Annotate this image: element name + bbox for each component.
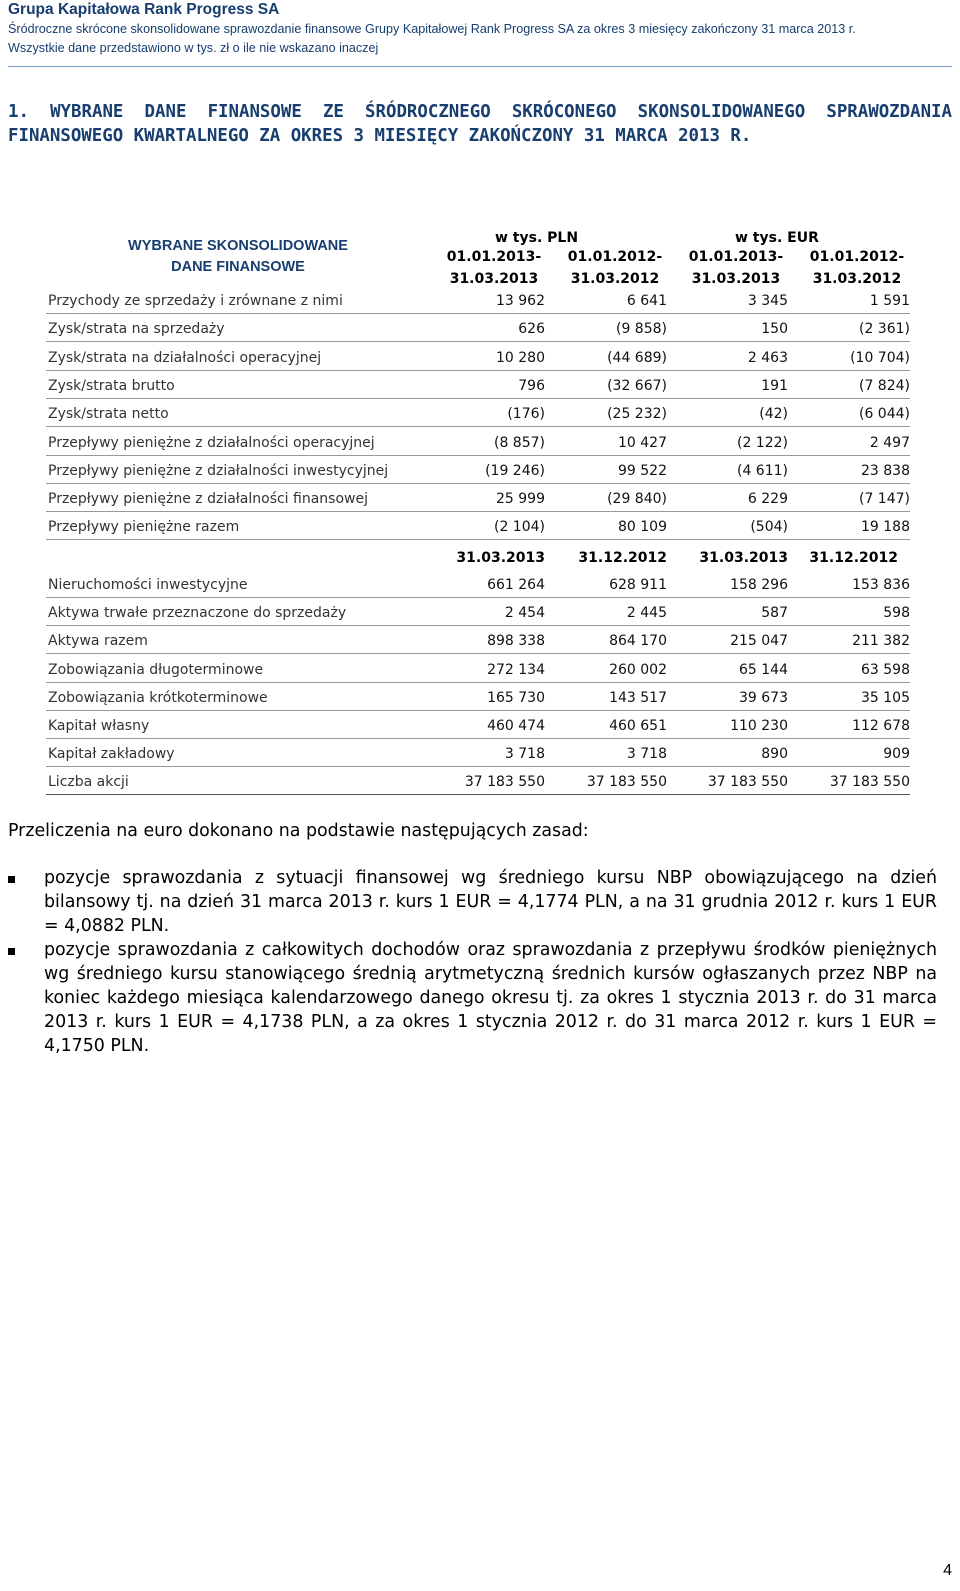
section-title: 1. WYBRANE DANE FINANSOWE ZE ŚRÓDROCZNEGO SKRÓCONEGO SKONSOLIDOWANEGO SPRAWOZDANIA FINANSOWEGO KWARTALNEGO ZA OKRES 3 MIESIĘCY ZAKOŃCZONY 31 MARCA 2013 R. xyxy=(8,102,952,146)
table-title-line1: WYBRANE SKONSOLIDOWANE xyxy=(128,238,348,254)
cell-value: 10 427 xyxy=(618,434,667,451)
row-divider xyxy=(46,455,910,456)
cell-value: 63 598 xyxy=(861,661,910,678)
period-line: 31.03.2013 xyxy=(691,271,781,287)
cell-value: 65 144 xyxy=(739,661,788,678)
cell-value: 6 229 xyxy=(747,491,788,508)
cell-value: 2 454 xyxy=(504,605,545,622)
row-divider xyxy=(46,398,910,399)
row-label: Zysk/strata brutto xyxy=(48,377,175,394)
cell-value: 39 673 xyxy=(739,689,788,706)
cell-value: 191 xyxy=(761,377,788,394)
row-divider xyxy=(46,738,910,739)
cell-value: 112 678 xyxy=(852,718,910,734)
row-divider xyxy=(46,370,910,371)
cell-value: 898 338 xyxy=(487,633,545,650)
cell-value: 158 296 xyxy=(730,577,788,593)
cell-value: 150 xyxy=(761,321,788,338)
unit-eur: w tys. EUR xyxy=(735,230,819,246)
row-label: Przepływy pieniężne z działalności finansowej xyxy=(48,491,368,508)
cell-value: (2 361) xyxy=(858,321,910,338)
cell-value: 37 183 550 xyxy=(829,774,910,791)
bullet-text: pozycje sprawozdania z sytuacji finansowej wg średniego kursu NBP obowiązującego na dzień bilansowy tj. na dzień 31 marca 2013 r. kurs 1 EUR = 4,1774 PLN, a na 31 grudnia 2012 r. kurs 1 EUR = 4,0882 PLN. xyxy=(44,868,937,936)
cell-value: (176) xyxy=(507,406,545,423)
cell-value: 626 xyxy=(518,321,545,338)
cell-value: 1 591 xyxy=(869,293,910,309)
cell-value: (2 122) xyxy=(736,434,788,451)
row-divider xyxy=(46,313,910,314)
cell-value: 153 836 xyxy=(852,577,910,593)
page-number: 4 xyxy=(943,1562,952,1579)
period-line: 31.03.2012 xyxy=(570,271,660,287)
cell-value: 37 183 550 xyxy=(707,774,788,791)
cell-value: (7 824) xyxy=(858,377,910,394)
cell-value: 211 382 xyxy=(852,633,910,650)
row-divider xyxy=(46,766,910,767)
cell-value: 215 047 xyxy=(730,633,788,650)
cell-value: 6 641 xyxy=(626,293,667,309)
cell-value: (29 840) xyxy=(607,491,667,508)
conversion-intro: Przeliczenia na euro dokonano na podstawie następujących zasad: xyxy=(8,821,589,841)
date-header: 31.12.2012 xyxy=(809,550,898,566)
cell-value: 2 463 xyxy=(747,349,788,366)
cell-value: 23 838 xyxy=(861,462,910,479)
row-divider xyxy=(46,426,910,427)
cell-value: (2 104) xyxy=(493,519,545,536)
period-line: 01.01.2012- xyxy=(809,249,905,265)
row-label: Kapitał zakładowy xyxy=(48,746,175,763)
cell-value: (42) xyxy=(759,406,788,423)
cell-value: 110 230 xyxy=(730,718,788,734)
row-divider xyxy=(46,597,910,598)
bullet-text: pozycje sprawozdania z całkowitych dochodów oraz sprawozdania z przepływu środków pieniężnych wg średniego kursu stanowiącego średnią arytmetyczną średnich kursów ogłaszanych przez NBP na koniec każdego miesiąca kalendarzowego danego okresu tj. za okres 1 stycznia 2013 r. do 31 marca 2013 r. kurs 1 EUR = 4,1738 PLN, a za okres 1 stycznia 2012 r. do 31 marca 2012 r. kurs 1 EUR = 4,1750 PLN. xyxy=(44,940,937,1056)
date-header: 31.03.2013 xyxy=(699,550,788,566)
cell-value: 19 188 xyxy=(861,519,910,536)
row-divider xyxy=(46,539,910,540)
row-label: Przepływy pieniężne razem xyxy=(48,519,240,536)
cell-value: 587 xyxy=(761,605,788,622)
row-label: Przepływy pieniężne z działalności operacyjnej xyxy=(48,434,375,451)
period-header xyxy=(802,246,912,290)
row-label: Liczba akcji xyxy=(48,774,129,791)
cell-value: 864 170 xyxy=(609,633,667,650)
date-header: 31.12.2012 xyxy=(578,550,667,566)
row-label: Przepływy pieniężne z działalności inwestycyjnej xyxy=(48,462,389,479)
row-label: Zobowiązania długoterminowe xyxy=(48,661,264,678)
cell-value: 13 962 xyxy=(496,293,545,309)
cell-value: 460 651 xyxy=(609,718,667,734)
cell-value: 165 730 xyxy=(487,689,545,706)
cell-value: 661 264 xyxy=(487,577,545,593)
cell-value: 2 445 xyxy=(626,605,667,622)
currency-note: Wszystkie dane przedstawiono w tys. zł o ile nie wskazano inaczej xyxy=(8,41,379,55)
cell-value: (25 232) xyxy=(607,406,667,423)
row-divider xyxy=(46,653,910,654)
row-label: Przychody ze sprzedaży i zrównane z nimi xyxy=(48,293,343,309)
table-title xyxy=(98,236,378,278)
cell-value: 80 109 xyxy=(618,519,667,536)
cell-value: (32 667) xyxy=(607,377,667,394)
row-divider xyxy=(46,511,910,512)
row-label: Zysk/strata netto xyxy=(48,406,169,423)
cell-value: 460 474 xyxy=(487,718,545,734)
period-header xyxy=(439,246,549,290)
cell-value: 35 105 xyxy=(861,689,910,706)
period-line: 01.01.2013- xyxy=(446,249,542,265)
cell-value: 3 718 xyxy=(626,746,667,763)
cell-value: 890 xyxy=(761,746,788,763)
row-divider xyxy=(46,625,910,626)
report-subtitle: Śródroczne skrócone skonsolidowane sprawozdanie finansowe Grupy Kapitałowej Rank Progress SA za okres 3 miesięcy zakończony 31 marca 2013 r. xyxy=(8,22,856,36)
row-label: Nieruchomości inwestycyjne xyxy=(48,577,248,593)
cell-value: 628 911 xyxy=(609,577,667,593)
cell-value: (7 147) xyxy=(858,491,910,508)
cell-value: 2 497 xyxy=(869,434,910,451)
period-header xyxy=(681,246,791,290)
table-title-line2: DANE FINANSOWE xyxy=(171,259,305,275)
row-label: Zysk/strata na działalności operacyjnej xyxy=(48,349,322,366)
period-line: 31.03.2012 xyxy=(812,271,902,287)
cell-value: 37 183 550 xyxy=(586,774,667,791)
row-divider xyxy=(46,682,910,683)
row-label: Kapitał własny xyxy=(48,718,150,734)
period-header xyxy=(560,246,670,290)
unit-pln: w tys. PLN xyxy=(495,230,579,246)
cell-value: 99 522 xyxy=(618,462,667,479)
cell-value: (9 858) xyxy=(615,321,667,338)
cell-value: 598 xyxy=(883,605,910,622)
cell-value: (504) xyxy=(750,519,788,536)
cell-value: (19 246) xyxy=(485,462,545,479)
row-divider xyxy=(46,794,910,795)
cell-value: 796 xyxy=(518,377,545,394)
period-line: 01.01.2012- xyxy=(567,249,663,265)
cell-value: 3 345 xyxy=(747,293,788,309)
row-label: Zobowiązania krótkoterminowe xyxy=(48,689,268,706)
row-divider xyxy=(46,710,910,711)
cell-value: 143 517 xyxy=(609,689,667,706)
cell-value: (4 611) xyxy=(736,462,788,479)
row-divider xyxy=(46,483,910,484)
cell-value: 909 xyxy=(883,746,910,763)
date-header: 31.03.2013 xyxy=(456,550,545,566)
cell-value: 3 718 xyxy=(504,746,545,763)
period-line: 01.01.2013- xyxy=(688,249,784,265)
period-line: 31.03.2013 xyxy=(449,271,539,287)
cell-value: (44 689) xyxy=(607,349,667,366)
row-divider xyxy=(46,341,910,342)
cell-value: 260 002 xyxy=(609,661,667,678)
row-label: Zysk/strata na sprzedaży xyxy=(48,321,225,338)
bullet-icon xyxy=(8,948,15,955)
cell-value: 10 280 xyxy=(496,349,545,366)
row-label: Aktywa razem xyxy=(48,633,148,650)
cell-value: (6 044) xyxy=(858,406,910,423)
company-name: Grupa Kapitałowa Rank Progress SA xyxy=(8,1,280,18)
cell-value: (10 704) xyxy=(850,349,910,366)
page-header xyxy=(8,0,952,67)
cell-value: 272 134 xyxy=(487,661,545,678)
cell-value: 25 999 xyxy=(496,491,545,508)
cell-value: 37 183 550 xyxy=(464,774,545,791)
cell-value: (8 857) xyxy=(493,434,545,451)
row-label: Aktywa trwałe przeznaczone do sprzedaży xyxy=(48,605,347,622)
bullet-icon xyxy=(8,876,15,883)
